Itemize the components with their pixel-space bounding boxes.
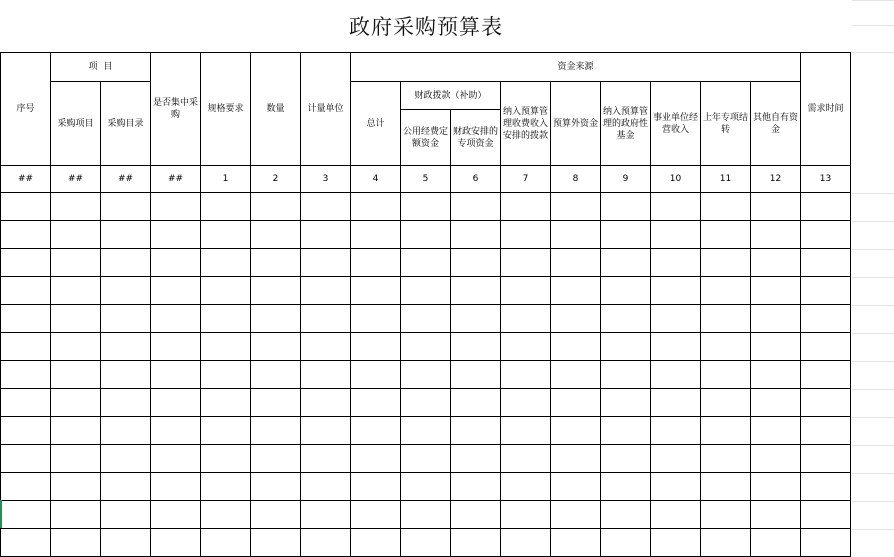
table-cell[interactable]	[1, 417, 51, 445]
table-cell[interactable]	[101, 333, 151, 361]
table-cell[interactable]	[801, 417, 851, 445]
table-cell[interactable]	[451, 473, 501, 501]
table-cell[interactable]	[601, 333, 651, 361]
table-row	[1, 417, 851, 445]
table-cell[interactable]	[501, 305, 551, 333]
table-cell[interactable]	[1, 361, 51, 389]
table-cell[interactable]	[301, 277, 351, 305]
table-cell[interactable]	[701, 333, 751, 361]
table-cell[interactable]	[751, 221, 801, 249]
table-row	[1, 529, 851, 557]
table-cell[interactable]	[551, 333, 601, 361]
table-cell[interactable]	[701, 445, 751, 473]
number-cell[interactable]: ##	[51, 166, 101, 193]
table-cell[interactable]	[551, 277, 601, 305]
table-row	[1, 389, 851, 417]
header-other-own[interactable]: 其他自有资金	[751, 82, 801, 166]
table-cell[interactable]	[701, 473, 751, 501]
table-cell[interactable]	[301, 529, 351, 557]
gridline	[852, 333, 894, 334]
table-cell[interactable]	[301, 445, 351, 473]
table-cell[interactable]	[751, 193, 801, 221]
header-demand-time[interactable]: 需求时间	[801, 53, 851, 166]
table-cell[interactable]	[351, 221, 401, 249]
table-cell[interactable]	[201, 361, 251, 389]
table-cell[interactable]	[251, 277, 301, 305]
table-cell[interactable]	[51, 249, 101, 277]
table-cell[interactable]	[351, 417, 401, 445]
table-cell[interactable]	[801, 193, 851, 221]
table-cell[interactable]	[501, 277, 551, 305]
table-cell[interactable]	[451, 305, 501, 333]
table-row	[1, 333, 851, 361]
table-cell[interactable]	[551, 193, 601, 221]
table-cell[interactable]	[51, 529, 101, 557]
number-cell[interactable]: 12	[751, 166, 801, 193]
number-cell[interactable]: ##	[1, 166, 51, 193]
table-cell[interactable]	[501, 501, 551, 529]
table-cell[interactable]	[51, 193, 101, 221]
number-cell[interactable]: 6	[451, 166, 501, 193]
gridline	[852, 277, 894, 278]
gridline	[852, 193, 894, 194]
number-cell[interactable]: 7	[501, 166, 551, 193]
table-cell[interactable]	[401, 249, 451, 277]
table-cell[interactable]	[51, 221, 101, 249]
table-cell[interactable]	[51, 501, 101, 529]
table-cell[interactable]	[551, 389, 601, 417]
table-cell[interactable]	[701, 305, 751, 333]
table-cell[interactable]	[351, 445, 401, 473]
header-total[interactable]: 总计	[351, 82, 401, 166]
table-cell[interactable]	[451, 249, 501, 277]
table-cell[interactable]	[151, 221, 201, 249]
table-cell[interactable]	[501, 445, 551, 473]
gridline	[852, 445, 894, 446]
table-cell[interactable]	[651, 417, 701, 445]
table-cell[interactable]	[201, 277, 251, 305]
table-cell[interactable]	[451, 445, 501, 473]
table-cell[interactable]	[1, 277, 51, 305]
table-cell[interactable]	[701, 417, 751, 445]
table-cell[interactable]	[601, 445, 651, 473]
table-cell[interactable]	[351, 193, 401, 221]
table-cell[interactable]	[651, 529, 701, 557]
header-purchase-item[interactable]: 采购项目	[51, 82, 101, 166]
table-cell[interactable]	[601, 249, 651, 277]
gridline	[852, 221, 894, 222]
table-cell[interactable]	[351, 389, 401, 417]
table-cell[interactable]	[151, 361, 201, 389]
table-cell[interactable]	[751, 389, 801, 417]
table-cell[interactable]	[201, 249, 251, 277]
table-cell[interactable]	[601, 193, 651, 221]
table-cell[interactable]	[551, 305, 601, 333]
table-cell[interactable]	[701, 221, 751, 249]
table-cell[interactable]	[801, 445, 851, 473]
table-cell[interactable]	[451, 221, 501, 249]
page-title: 政府采购预算表	[349, 15, 503, 39]
header-business-income[interactable]: 事业单位经营收入	[651, 82, 701, 166]
table-cell[interactable]	[201, 221, 251, 249]
table-cell[interactable]	[1, 473, 51, 501]
table-cell[interactable]	[151, 529, 201, 557]
table-cell[interactable]	[401, 417, 451, 445]
table-cell[interactable]	[201, 529, 251, 557]
table-cell[interactable]	[751, 333, 801, 361]
number-cell[interactable]: 2	[251, 166, 301, 193]
table-cell[interactable]	[651, 193, 701, 221]
header-quantity[interactable]: 数量	[251, 53, 301, 166]
selection-indicator	[0, 500, 2, 528]
table-cell[interactable]	[201, 501, 251, 529]
table-cell[interactable]	[1, 249, 51, 277]
table-cell[interactable]	[51, 305, 101, 333]
header-purchase-catalog[interactable]: 采购目录	[101, 82, 151, 166]
table-cell[interactable]	[1, 221, 51, 249]
table-cell[interactable]	[251, 389, 301, 417]
table-cell[interactable]	[351, 501, 401, 529]
table-cell[interactable]	[301, 473, 351, 501]
header-fiscal-group[interactable]: 财政拨款（补助）	[401, 82, 501, 110]
table-cell[interactable]	[651, 249, 701, 277]
header-unit[interactable]: 计量单位	[301, 53, 351, 166]
number-cell[interactable]: 8	[551, 166, 601, 193]
table-cell[interactable]	[51, 417, 101, 445]
table-cell[interactable]	[101, 249, 151, 277]
table-cell[interactable]	[751, 361, 801, 389]
table-cell[interactable]	[151, 277, 201, 305]
gridline	[852, 389, 894, 390]
table-cell[interactable]	[301, 333, 351, 361]
table-cell[interactable]	[751, 305, 801, 333]
table-cell[interactable]	[651, 389, 701, 417]
number-cell[interactable]: 4	[351, 166, 401, 193]
gridline	[852, 473, 894, 474]
table-row	[1, 473, 851, 501]
table-cell[interactable]	[751, 249, 801, 277]
table-cell[interactable]	[51, 361, 101, 389]
table-cell[interactable]	[601, 305, 651, 333]
number-cell[interactable]: 9	[601, 166, 651, 193]
table-cell[interactable]	[751, 473, 801, 501]
table-cell[interactable]	[1, 333, 51, 361]
table-cell[interactable]	[601, 277, 651, 305]
table-cell[interactable]	[151, 417, 201, 445]
header-extra-budget[interactable]: 预算外资金	[551, 82, 601, 166]
table-cell[interactable]	[151, 333, 201, 361]
gridline	[852, 25, 894, 26]
table-cell[interactable]	[51, 389, 101, 417]
table-cell[interactable]	[201, 193, 251, 221]
table-cell[interactable]	[351, 529, 401, 557]
table-cell[interactable]	[1, 389, 51, 417]
table-cell[interactable]	[801, 249, 851, 277]
table-cell[interactable]	[801, 333, 851, 361]
table-cell[interactable]	[651, 305, 701, 333]
table-cell[interactable]	[251, 249, 301, 277]
table-cell[interactable]	[451, 361, 501, 389]
table-cell[interactable]	[401, 305, 451, 333]
table-cell[interactable]	[251, 305, 301, 333]
table-cell[interactable]	[1, 529, 51, 557]
table-cell[interactable]	[651, 445, 701, 473]
number-cell[interactable]: 1	[201, 166, 251, 193]
table-cell[interactable]	[301, 389, 351, 417]
table-cell[interactable]	[301, 417, 351, 445]
table-cell[interactable]	[751, 445, 801, 473]
table-cell[interactable]	[651, 221, 701, 249]
number-cell[interactable]: ##	[101, 166, 151, 193]
table-row	[1, 221, 851, 249]
header-gov-fund[interactable]: 纳入预算管理的政府性基金	[601, 82, 651, 166]
table-cell[interactable]	[501, 193, 551, 221]
table-cell[interactable]	[351, 277, 401, 305]
table-cell[interactable]	[1, 305, 51, 333]
table-cell[interactable]	[351, 249, 401, 277]
table-cell[interactable]	[251, 333, 301, 361]
table-cell[interactable]	[601, 501, 651, 529]
table-cell[interactable]	[151, 193, 201, 221]
table-cell[interactable]	[151, 249, 201, 277]
table-cell[interactable]	[601, 473, 651, 501]
data-rows	[1, 193, 851, 557]
table-cell[interactable]	[51, 333, 101, 361]
table-cell[interactable]	[451, 193, 501, 221]
table-cell[interactable]	[401, 333, 451, 361]
table-cell[interactable]	[701, 193, 751, 221]
table-cell[interactable]	[551, 501, 601, 529]
table-cell[interactable]	[501, 529, 551, 557]
header-seq[interactable]: 序号	[1, 53, 51, 166]
gridline	[852, 501, 894, 502]
table-cell[interactable]	[301, 501, 351, 529]
table-cell[interactable]	[351, 305, 401, 333]
number-cell[interactable]: 3	[301, 166, 351, 193]
header-fund-source[interactable]: 资金来源	[351, 53, 801, 82]
header-fiscal-special[interactable]: 财政安排的专项资金	[451, 110, 501, 166]
header-project-group[interactable]: 项 目	[51, 53, 151, 82]
table-cell[interactable]	[451, 277, 501, 305]
table-cell[interactable]	[701, 501, 751, 529]
table-cell[interactable]	[101, 501, 151, 529]
table-cell[interactable]	[101, 389, 151, 417]
header-spec[interactable]: 规格要求	[201, 53, 251, 166]
table-cell[interactable]	[601, 529, 651, 557]
table-row	[1, 501, 851, 529]
table-cell[interactable]	[201, 305, 251, 333]
table-cell[interactable]	[1, 193, 51, 221]
table-cell[interactable]	[101, 473, 151, 501]
table-cell[interactable]	[51, 277, 101, 305]
table-cell[interactable]	[51, 473, 101, 501]
table-cell[interactable]	[301, 249, 351, 277]
table-cell[interactable]	[201, 473, 251, 501]
table-row	[1, 277, 851, 305]
number-cell[interactable]: 10	[651, 166, 701, 193]
table-cell[interactable]	[401, 361, 451, 389]
table-cell[interactable]	[551, 445, 601, 473]
gridline	[852, 52, 894, 53]
table-cell[interactable]	[51, 445, 101, 473]
table-cell[interactable]	[351, 333, 401, 361]
table-row	[1, 445, 851, 473]
table-cell[interactable]	[501, 473, 551, 501]
gridline	[852, 417, 894, 418]
table-cell[interactable]	[551, 221, 601, 249]
table-cell[interactable]	[101, 221, 151, 249]
table-cell[interactable]	[251, 361, 301, 389]
table-cell[interactable]	[701, 529, 751, 557]
table-cell[interactable]	[1, 501, 51, 529]
table-cell[interactable]	[801, 389, 851, 417]
table-cell[interactable]	[251, 529, 301, 557]
table-cell[interactable]	[651, 277, 701, 305]
header-public-fund[interactable]: 公用经费定额资金	[401, 110, 451, 166]
gridline	[852, 305, 894, 306]
table-row	[1, 249, 851, 277]
table-cell[interactable]	[551, 249, 601, 277]
gridline	[852, 0, 894, 1]
table-cell[interactable]	[751, 277, 801, 305]
table-cell[interactable]	[501, 249, 551, 277]
table-cell[interactable]	[251, 417, 301, 445]
table-cell[interactable]	[751, 417, 801, 445]
table-cell[interactable]	[501, 361, 551, 389]
table-cell[interactable]	[301, 305, 351, 333]
table-cell[interactable]	[251, 445, 301, 473]
table-cell[interactable]	[101, 361, 151, 389]
table-cell[interactable]	[151, 305, 201, 333]
table-cell[interactable]	[401, 277, 451, 305]
table-row	[1, 305, 851, 333]
table-cell[interactable]	[1, 445, 51, 473]
table-cell[interactable]	[701, 277, 751, 305]
table-cell[interactable]	[651, 361, 701, 389]
table-cell[interactable]	[501, 221, 551, 249]
table-cell[interactable]	[601, 221, 651, 249]
table-cell[interactable]	[451, 333, 501, 361]
budget-table	[0, 52, 851, 557]
table-cell[interactable]	[701, 389, 751, 417]
table-cell[interactable]	[201, 333, 251, 361]
table-row	[1, 193, 851, 221]
table-cell[interactable]	[251, 501, 301, 529]
gridline	[852, 249, 894, 250]
table-cell[interactable]	[801, 305, 851, 333]
table-cell[interactable]	[551, 361, 601, 389]
table-cell[interactable]	[201, 389, 251, 417]
table-cell[interactable]	[351, 473, 401, 501]
header-last-year[interactable]: 上年专项结转	[701, 82, 751, 166]
table-cell[interactable]	[601, 417, 651, 445]
table-cell[interactable]	[251, 193, 301, 221]
table-cell[interactable]	[401, 221, 451, 249]
table-cell[interactable]	[501, 333, 551, 361]
table-cell[interactable]	[351, 361, 401, 389]
table-cell[interactable]	[401, 193, 451, 221]
table-cell[interactable]	[551, 417, 601, 445]
table-cell[interactable]	[301, 361, 351, 389]
header-centralized[interactable]: 是否集中采购	[151, 53, 201, 166]
table-cell[interactable]	[201, 445, 251, 473]
table-cell[interactable]	[801, 277, 851, 305]
table-cell[interactable]	[151, 445, 201, 473]
table-cell[interactable]	[251, 221, 301, 249]
table-cell[interactable]	[801, 221, 851, 249]
table-cell[interactable]	[701, 361, 751, 389]
table-cell[interactable]	[551, 529, 601, 557]
table-cell[interactable]	[601, 389, 651, 417]
table-cell[interactable]	[701, 249, 751, 277]
table-cell[interactable]	[801, 361, 851, 389]
table-cell[interactable]	[801, 473, 851, 501]
table-cell[interactable]	[801, 501, 851, 529]
number-cell[interactable]: 11	[701, 166, 751, 193]
gridline	[852, 529, 894, 530]
table-cell[interactable]	[151, 501, 201, 529]
number-cell[interactable]: 13	[801, 166, 851, 193]
table-cell[interactable]	[451, 501, 501, 529]
table-cell[interactable]	[401, 445, 451, 473]
table-cell[interactable]	[751, 501, 801, 529]
table-cell[interactable]	[101, 417, 151, 445]
gridline	[852, 361, 894, 362]
table-cell[interactable]	[401, 389, 451, 417]
table-cell[interactable]	[101, 305, 151, 333]
number-cell[interactable]: ##	[151, 166, 201, 193]
table-cell[interactable]	[101, 277, 151, 305]
table-cell[interactable]	[651, 333, 701, 361]
extra-column	[852, 0, 894, 536]
table-cell[interactable]	[451, 389, 501, 417]
table-cell[interactable]	[401, 473, 451, 501]
table-cell[interactable]	[451, 417, 501, 445]
table-cell[interactable]	[651, 501, 701, 529]
number-cell[interactable]: 5	[401, 166, 451, 193]
table-cell[interactable]	[101, 445, 151, 473]
table-cell[interactable]	[401, 529, 451, 557]
table-cell[interactable]	[501, 417, 551, 445]
table-cell[interactable]	[151, 473, 201, 501]
table-cell[interactable]	[301, 221, 351, 249]
table-cell[interactable]	[101, 193, 151, 221]
table-cell[interactable]	[451, 529, 501, 557]
table-cell[interactable]	[601, 361, 651, 389]
table-cell[interactable]	[101, 529, 151, 557]
table-cell[interactable]	[501, 389, 551, 417]
table-cell[interactable]	[201, 417, 251, 445]
table-cell[interactable]	[251, 473, 301, 501]
table-cell[interactable]	[751, 529, 801, 557]
table-cell[interactable]	[301, 193, 351, 221]
table-cell[interactable]	[401, 501, 451, 529]
header-budget-income[interactable]: 纳入预算管理收费收入安排的拨款	[501, 82, 551, 166]
table-row	[1, 361, 851, 389]
table-cell[interactable]	[551, 473, 601, 501]
table-cell[interactable]	[151, 389, 201, 417]
table-cell[interactable]	[801, 529, 851, 557]
table-cell[interactable]	[651, 473, 701, 501]
